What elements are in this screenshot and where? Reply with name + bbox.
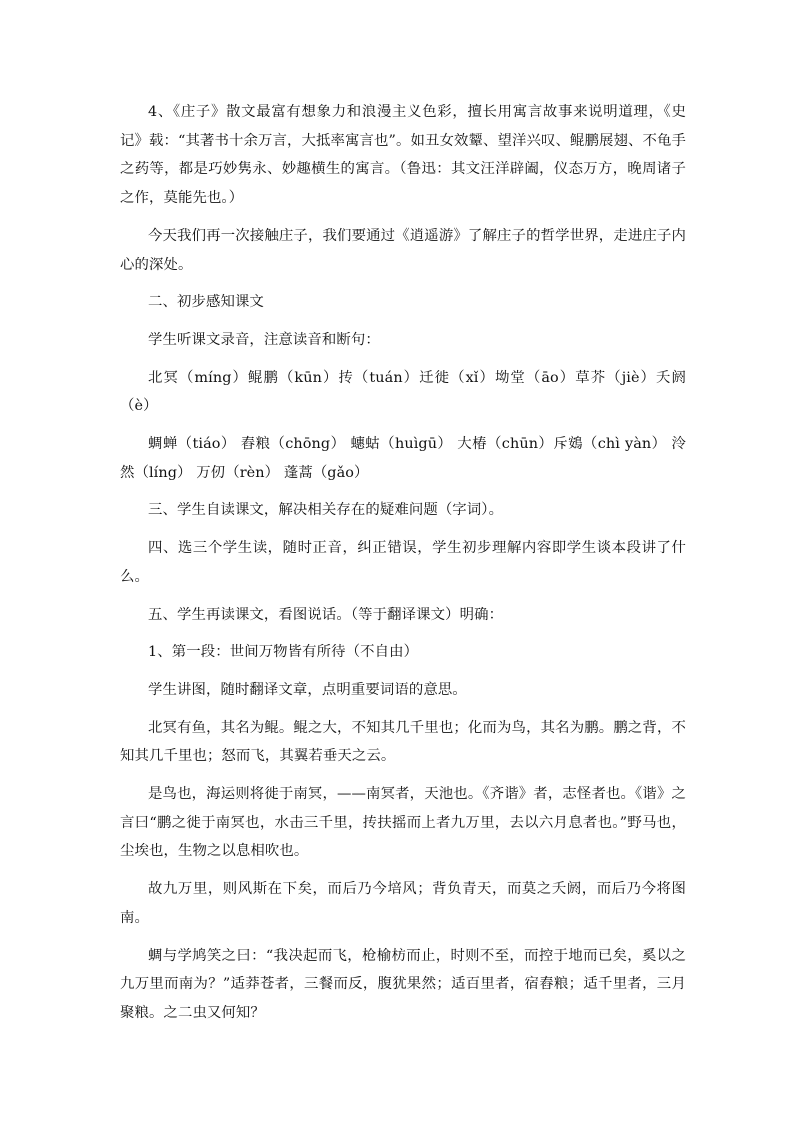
paragraph-explain: 学生讲图，随时翻译文章，点明重要词语的意思。 xyxy=(148,681,467,698)
section-heading-2: 二、初步感知课文 xyxy=(148,294,264,311)
pronunciation-line-2: 蜩蝉（tiáo） 舂粮（chōng） 蟪蛄（huìgū） 大椿（chūn）斥鴳（chì yàn） 泠然（líng） 万仞（rèn） 蓬蒿（gǎo） xyxy=(120,436,686,481)
subsection-1: 1、第一段：世间万物皆有所待（不自由） xyxy=(148,644,419,661)
section-heading-3: 三、学生自读课文，解决相关存在的疑难问题（字词）。 xyxy=(148,502,504,519)
document-body xyxy=(120,98,686,1037)
text-passage-4: 蜩与学鸠笑之曰：“我决起而飞，枪榆枋而止，时则不至，而控于地而已矣，奚以之九万里而南为？”适莽苍者，三餐而反，腹犹果然；适百里者，宿舂粮；适千里者，三月聚粮。之二虫又何知？ xyxy=(120,947,686,1021)
text-passage-1: 北冥有鱼，其名为鲲。鲲之大，不知其几千里也；化而为鸟，其名为鹏。鹏之背，不知其几千里也；怒而飞，其翼若垂天之云。 xyxy=(120,719,686,765)
paragraph-zhuangzi-prose: 4、《庄子》散文最富有想象力和浪漫主义色彩，擅长用寓言故事来说明道理，《史记》载：“其著书十余万言，大抵率寓言也”。如丑女效颦、望洋兴叹、鲲鹏展翅、不龟手之药等，都是巧妙隽永、妙趣横生的寓言。（鲁迅：其文汪洋辟阖，仪态万方，晚周诸子之作，莫能先也。） xyxy=(120,104,686,207)
pronunciation-line-1: 北冥（míng）鲲鹏（kūn）抟（tuán）迁徙（xǐ）坳堂（āo）草芥（jiè）夭阏（è） xyxy=(120,369,686,415)
paragraph-listen: 学生听课文录音，注意读音和断句： xyxy=(148,331,380,348)
paragraph-intro: 今天我们再一次接触庄子，我们要通过《逍遥游》了解庄子的哲学世界，走进庄子内心的深处。 xyxy=(120,227,686,273)
section-heading-4: 四、选三个学生读，随时正音，纠正错误，学生初步理解内容即学生谈本段讲了什么。 xyxy=(120,540,686,585)
text-passage-3: 故九万里，则风斯在下矣，而后乃今培风；背负青天，而莫之夭阏，而后乃今将图南。 xyxy=(120,881,686,926)
text-passage-2: 是鸟也，海运则将徙于南冥，——南冥者，天池也。《齐谐》者，志怪者也。《谐》之言曰“鹏之徙于南冥也，水击三千里，抟扶摇而上者九万里，去以六月息者也。”野马也，尘埃也，生物之以息相吹也。 xyxy=(120,786,686,860)
section-heading-5: 五、学生再读课文，看图说话。（等于翻译课文）明确： xyxy=(148,606,504,623)
